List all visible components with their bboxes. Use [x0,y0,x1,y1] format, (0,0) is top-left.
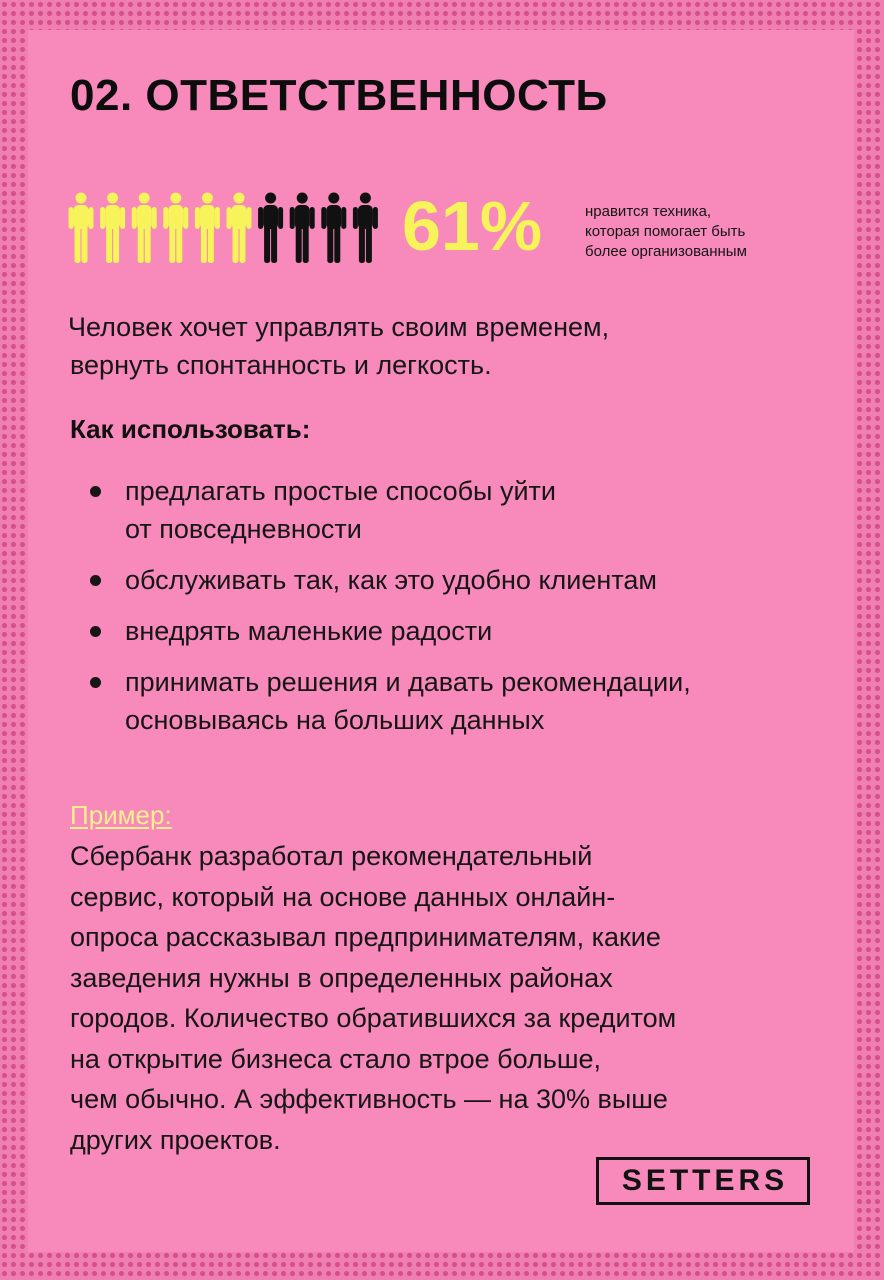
example-line: заведения нужны в определенных районах [70,962,613,993]
statistic-caption-line: которая помогает быть [585,223,746,240]
statistic-caption [585,202,815,262]
howto-heading: Как использовать: [70,414,311,444]
example-line: опроса рассказывал предпринимателям, какие [70,922,661,952]
person-icon [69,193,94,264]
person-icon [353,193,378,264]
bullet-dot-icon [90,575,101,586]
person-icon [163,193,188,264]
example-line: сервис, который на основе данных онлайн- [70,881,616,912]
bullet-dot-icon [90,486,101,497]
example-line: на открытие бизнеса стало втрое больше, [70,1043,601,1074]
example-label: Пример: [70,800,172,830]
person-icon [132,193,157,264]
bullet-dot-icon [90,677,101,688]
list-item-line: принимать решения и давать рекомендации, [125,667,691,697]
person-icon [321,193,346,264]
example-text [70,836,676,1160]
intro-line: вернуть спонтанность и легкость. [70,350,492,380]
list-item-line: обслуживать так, как это удобно клиентам [125,565,657,595]
example-line: других проектов. [70,1124,281,1155]
person-icon [258,193,283,264]
intro-text [68,308,609,384]
example-line: Сбербанк разработал рекомендательный [70,841,593,871]
example-line: чем обычно. А эффективность — на 30% выше [70,1084,668,1114]
person-icon [195,193,220,264]
list-item-line: основываясь на больших данных [125,705,545,735]
person-icon [227,193,252,264]
setters-logo: SETTERS [596,1157,810,1205]
list-item [86,663,691,739]
intro-line: Человек хочет управлять своим временем, [68,312,610,342]
list-item [86,561,691,599]
page-title: 02. ОТВЕТСТВЕННОСТЬ [70,71,608,120]
person-icon [100,193,125,264]
list-item [86,612,691,650]
list-item [86,472,691,548]
statistic-percent: 61% [402,187,543,265]
list-item-line: внедрять маленькие радости [125,616,493,646]
example-line: городов. Количество обратившихся за кредитом [70,1003,677,1033]
list-item-line: предлагать простые способы уйти [125,476,556,506]
statistic-caption-line: более организованным [585,243,747,260]
list-item-line: от повседневности [125,514,362,544]
bullet-dot-icon [90,626,101,637]
people-pictogram [68,192,388,264]
howto-list [86,472,691,752]
person-icon [290,193,315,264]
statistic-caption-line: нравится техника, [585,203,712,220]
